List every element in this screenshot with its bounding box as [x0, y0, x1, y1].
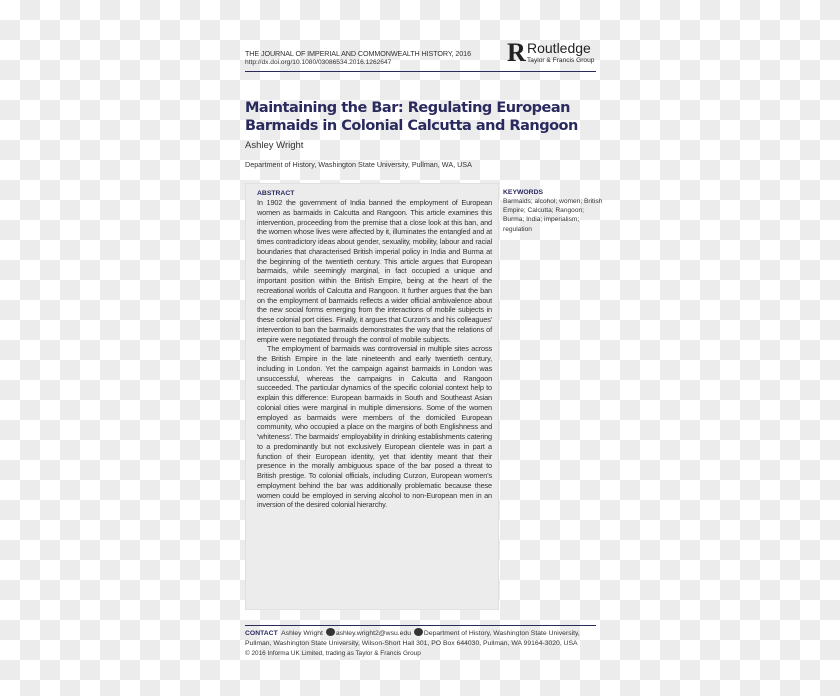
- author-affiliation: Department of History, Washington State University, Pullman, WA, USA: [245, 160, 472, 169]
- contact-label: CONTACT: [245, 630, 278, 637]
- doi-link[interactable]: http://dx.doi.org/10.1080/03086534.2016.1262647: [245, 59, 392, 66]
- publisher-name: Routledge: [527, 40, 591, 56]
- header-divider: [245, 71, 596, 72]
- contact-email[interactable]: ashley.wright2@wsu.edu: [335, 630, 412, 637]
- contact-info: [245, 628, 597, 649]
- contact-address: Department of History, Washington State University, Pullman, Washington State University, Wilson-Short Hall 301, PO Box 644030, Pullman, WA 99164-3020, USA: [245, 630, 580, 647]
- email-icon: [326, 628, 335, 636]
- author-name: Ashley Wright: [245, 140, 304, 151]
- contact-name: Ashley Wright: [281, 630, 323, 637]
- keywords-heading: KEYWORDS: [503, 189, 544, 196]
- abstract-box: [245, 183, 499, 610]
- keywords: [503, 189, 603, 234]
- address-icon: [414, 628, 423, 636]
- keywords-list: Barmaids; alcohol; women; British Empire; Calcutta; Rangoon; Burma; India; imperialism; regulation: [503, 198, 603, 233]
- article-title: Maintaining the Bar: Regulating European Barmaids in Colonial Calcutta and Rangoon: [245, 100, 578, 134]
- routledge-logo-icon: R: [507, 38, 526, 67]
- contact-divider: [245, 625, 596, 626]
- abstract-heading: ABSTRACT: [257, 190, 295, 197]
- copyright: © 2016 Informa UK Limited, trading as Taylor & Francis Group: [245, 650, 421, 657]
- publisher-group: Taylor & Francis Group: [527, 57, 595, 64]
- abstract-paragraph: The employment of barmaids was controversial in multiple sites across the British Empire in the late nineteenth and early twentieth century, including in London. Yet the campaign against barmaids in London was unsuccessful, whereas the campaigns in Calcutta and Rangoon succeeded. The particular dynamics of the specific colonial context help to explain this difference: European barmaids in South and Southeast Asian colonial cities were marginal in multiple dimensions. Some of the women employed as barmaids were members of the domiciled European community, who occupied a place on the margins of both Englishness and 'whiteness'. The barmaids' employability in drinking establishments catering to a predominantly but not exclusively European clientele was in part a function of their European identity, yet that identity meant that their presence in the morally ambiguous space of the bar posed a threat to British prestige. To colonial officials, including Curzon, European women's employment behind the bar was additionally problematic because these women could be employed in serving alcohol to non-European men in an inversion of the desired colonial hierarchy.: [257, 344, 492, 510]
- publisher-logo: [507, 40, 597, 68]
- journal-name: THE JOURNAL OF IMPERIAL AND COMMONWEALTH HISTORY, 2016: [245, 49, 471, 58]
- abstract-paragraph: In 1902 the government of India banned the employment of European women as barmaids in Calcutta and Rangoon. This article examines this intervention, proceeding from the premise that a close look at this ban, and the women whose lives were affected by it, illuminates the entangled and at times contradictory ideas about gender, sexuality, mobility, labour and racial boundaries that characterised British imperial policy in India and Burma at the beginning of the twentieth century. This article argues that European barmaids, while seemingly marginal, in fact occupied a unique and important position within the British Empire, being at the heart of the recreational worlds of Calcutta and Rangoon. It further argues that the ban on the employment of barmaids reflects a wider official ambivalence about the new social forms emerging from the interactions of mobile subjects in these colonial port cities. Finally, it argues that Curzon's and his colleagues' intervention to ban the barmaids demonstrates the way that the relations of empire were negotiated through the control of mobile subjects.: [257, 198, 492, 344]
